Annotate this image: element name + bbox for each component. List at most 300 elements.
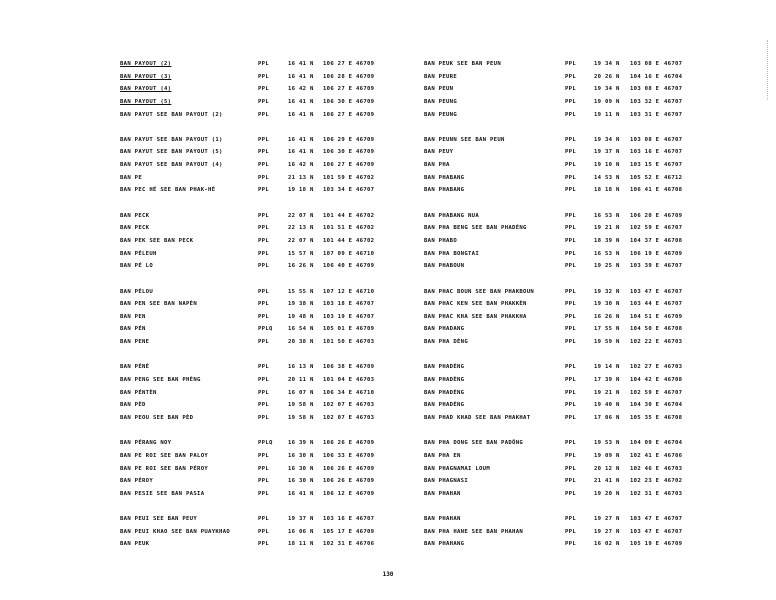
place-name: BAN PHA EN [424,452,461,459]
longitude: 106 27 E [323,86,353,93]
longitude: 106 26 E [323,465,353,472]
longitude: 103 16 E [630,149,660,156]
feature-type: PPL [258,61,270,67]
sheet-code: 46703 [356,402,375,409]
latitude: 19 30 N [594,301,620,308]
place-name: BAN PEOU SEE BAN PÈD [120,414,194,421]
longitude: 103 47 E [630,288,660,295]
longitude: 106 28 E [323,73,353,80]
longitude: 106 40 E [323,263,353,270]
place-name: BAN PHA DONG SEE BAN PADÔNG [424,440,524,447]
sheet-code: 46707 [664,98,683,105]
longitude: 106 34 E [323,389,353,396]
feature-type: PPL [565,402,577,409]
sheet-code: 46707 [664,301,683,308]
sheet-code: 46712 [664,174,683,181]
feature-type: PPL [258,98,270,105]
sheet-code: 46710 [356,250,375,257]
feature-type: PPL [565,149,577,156]
longitude: 101 04 E [323,377,353,384]
place-name: BAN PÉ LO [120,263,154,270]
sheet-code: 46707 [356,516,375,523]
feature-type: PPL [258,162,270,169]
latitude: 19 25 N [594,263,620,270]
longitude: 103 32 E [630,98,660,105]
latitude: 19 09 N [594,452,620,459]
sheet-code: 46707 [664,516,683,523]
longitude: 105 17 E [323,528,353,535]
sheet-code: 46708 [664,414,683,421]
latitude: 16 26 N [288,263,314,270]
sheet-code: 46708 [664,326,683,333]
latitude: 20 12 N [594,465,620,472]
place-name: BAN PEUK SEE BAN PEUN [424,61,502,67]
sheet-code: 46702 [356,212,375,219]
place-name: BAN PHADÈNG [424,402,465,409]
sheet-code: 46706 [664,452,683,459]
place-name: BAN PÉNÉ [120,364,150,371]
latitude: 19 18 N [288,187,314,194]
place-name: BAN PAYUT SEE BAN PAYOUT (2) [120,111,223,118]
feature-type: PPL [565,389,577,396]
place-name: BAN PECK [120,212,150,219]
place-name: BAN PE ROI SEE BAN PALOY [120,452,209,459]
longitude: 106 27 E [323,162,353,169]
place-name: BAN PEC HÉ SEE BAN PHAK-HÈ [120,187,216,194]
feature-type: PPL [565,136,577,143]
feature-type: PPL [565,478,577,485]
feature-type: PPL [565,73,577,80]
place-name: BAN PAYUT SEE BAN PAYOUT (4) [120,162,223,169]
latitude: 16 13 N [288,364,314,371]
feature-type: PPL [258,389,270,396]
latitude: 16 41 N [288,136,314,143]
longitude: 106 30 E [323,98,353,105]
longitude: 102 31 E [630,490,660,497]
latitude: 16 41 N [288,149,314,156]
place-name: BAN PHAC KEN SEE BAN PHAKKÈN [424,301,527,308]
sheet-code: 46702 [356,174,375,181]
place-name: BAN PEUNG [424,98,458,105]
longitude: 101 50 E [323,339,353,346]
place-name: BAN PÉLEUH [120,250,157,257]
place-name: BAN PEUK [120,541,150,548]
longitude: 104 50 E [630,326,660,333]
feature-type: PPL [258,301,270,308]
longitude: 103 44 E [630,301,660,308]
longitude: 103 39 E [630,263,660,270]
feature-type: PPL [565,111,577,118]
place-name: BAN PHABANG NUA [424,212,480,219]
sheet-code: 46707 [664,162,683,169]
feature-type: PPL [258,288,270,295]
sheet-code: 46708 [664,377,683,384]
sheet-code: 46704 [664,440,683,447]
sheet-code: 46703 [356,339,375,346]
feature-type: PPL [258,212,270,219]
latitude: 19 20 N [594,490,620,497]
feature-type: PPL [565,212,577,219]
place-name: BAN PHAHANG [424,541,465,548]
latitude: 19 32 N [594,288,620,295]
sheet-code: 46709 [356,452,375,459]
sheet-code: 46707 [664,86,683,93]
longitude: 106 20 E [630,212,660,219]
longitude: 104 51 E [630,313,660,320]
sheet-code: 46709 [356,162,375,169]
feature-type: PPL [565,377,577,384]
place-name: BAN PE ROI SEE BAN PÉROY [120,465,209,472]
sheet-code: 46707 [664,528,683,535]
sheet-code: 46702 [356,225,375,232]
feature-type: PPL [258,111,270,118]
place-name: BAN PEUI SEE BAN PEUY [120,516,198,523]
latitude: 16 42 N [288,86,314,93]
latitude: 19 27 N [594,516,620,523]
place-name: BAN PHABANG [424,174,465,181]
sheet-code: 46709 [356,364,375,371]
feature-type: PPL [258,136,270,143]
feature-type: PPL [258,414,270,421]
feature-type: PPL [258,465,270,472]
sheet-code: 46707 [664,111,683,118]
feature-type: PPL [565,528,577,535]
place-name: BAN PÉLOU [120,288,154,295]
latitude: 18 11 N [288,541,314,548]
place-name: BAN PAYOUT (4) [120,86,172,93]
latitude: 15 57 N [288,250,314,257]
place-name: BAN PAYUT SEE BAN PAYOUT (1) [120,136,223,143]
feature-type: PPL [258,313,270,320]
latitude: 21 41 N [594,478,620,485]
longitude: 103 18 E [323,301,353,308]
sheet-code: 46709 [356,465,375,472]
latitude: 19 11 N [594,111,620,118]
page-number: 130 [382,571,394,578]
place-name: BAN PESIE SEE BAN PASIA [120,490,205,497]
longitude: 103 08 E [630,86,660,93]
longitude: 104 09 E [630,440,660,447]
sheet-code: 46709 [664,313,683,320]
place-name: BAN PÉRANG NOY [120,440,172,447]
place-name: BAN PHAHAN [424,516,461,523]
sheet-code: 46709 [664,250,683,257]
longitude: 102 22 E [630,339,660,346]
latitude: 16 54 N [288,326,314,333]
place-name: BAN PÉNTÈN [120,389,157,396]
sheet-code: 46709 [356,73,375,80]
longitude: 105 19 E [630,541,660,548]
latitude: 16 39 N [288,440,314,447]
longitude: 102 59 E [630,389,660,396]
feature-type: PPL [258,250,270,257]
latitude: 16 41 N [288,98,314,105]
feature-type: PPL [565,263,577,270]
place-name: BAN PHADÈNG [424,364,465,371]
longitude: 103 47 E [630,516,660,523]
longitude: 103 34 E [323,187,353,194]
longitude: 101 44 E [323,237,353,244]
longitude: 103 08 E [630,136,660,143]
place-name: BAN PHA BONGTAI [424,250,480,257]
longitude: 103 47 E [630,528,660,535]
sheet-code: 46710 [356,288,375,295]
latitude: 19 34 N [594,86,620,93]
sheet-code: 46703 [664,465,683,472]
feature-type: PPL [565,452,577,459]
feature-type: PPL [565,414,577,421]
latitude: 20 38 N [288,339,314,346]
feature-type: PPL [258,86,270,93]
place-name: BAN PENG SEE BAN PHÈNG [120,377,201,384]
longitude: 102 46 E [630,465,660,472]
feature-type: PPL [565,187,577,194]
place-name: BAN PEN [120,313,146,320]
place-name: BAN PECK [120,225,150,232]
feature-type: PPL [565,465,577,472]
place-name: BAN PHAD KHAD SEE BAN PHAKHAT [424,414,531,421]
place-name: BAN PHADÈNG [424,389,465,396]
sheet-code: 46709 [356,86,375,93]
latitude: 16 41 N [288,73,314,80]
place-name: BAN PEUNN SEE BAN PEUN [424,136,505,143]
longitude: 105 35 E [630,414,660,421]
longitude: 103 15 E [630,162,660,169]
longitude: 106 30 E [323,149,353,156]
sheet-code: 46707 [664,225,683,232]
latitude: 17 39 N [594,377,620,384]
scan-edge-marks [765,40,768,100]
feature-type: PPL [565,162,577,169]
place-name: BAN PHADÈNG [424,377,465,384]
feature-type: PPL [258,149,270,156]
place-name: BAN PHABANG [424,187,465,194]
latitude: 19 27 N [594,528,620,535]
latitude: 22 07 N [288,212,314,219]
sheet-code: 46703 [664,339,683,346]
longitude: 102 23 E [630,478,660,485]
sheet-code: 46703 [664,364,683,371]
longitude: 107 09 E [323,250,353,257]
feature-type: PPL [565,326,577,333]
latitude: 19 58 N [288,402,314,409]
longitude: 103 31 E [630,111,660,118]
place-name: BAN PHA HANE SEE BAN PHAHAN [424,528,524,535]
longitude: 104 16 E [630,73,660,80]
latitude: 16 53 N [594,250,620,257]
longitude: 106 26 E [323,478,353,485]
feature-type: PPL [258,528,270,535]
feature-type: PPL [258,237,270,244]
feature-type: PPL [565,98,577,105]
latitude: 19 34 N [594,136,620,143]
feature-type: PPL [258,364,270,371]
latitude: 20 11 N [288,377,314,384]
longitude: 102 41 E [630,452,660,459]
feature-type: PPL [565,440,577,447]
latitude: 16 02 N [594,541,620,548]
place-name: BAN PAYOUT (5) [120,98,172,105]
longitude: 103 19 E [323,313,353,320]
latitude: 19 58 N [288,414,314,421]
latitude: 16 41 N [288,111,314,118]
place-name: BAN PHA [424,162,450,169]
sheet-code: 46703 [356,377,375,384]
feature-type: PPL [565,225,577,232]
latitude: 19 59 N [594,339,620,346]
latitude: 19 34 N [594,61,620,67]
longitude: 101 51 E [323,225,353,232]
latitude: 16 26 N [594,313,620,320]
sheet-code: 46709 [664,541,683,548]
sheet-code: 46707 [356,301,375,308]
sheet-code: 46706 [356,541,375,548]
sheet-code: 46709 [356,136,375,143]
sheet-code: 46707 [664,263,683,270]
sheet-code: 46709 [356,528,375,535]
latitude: 16 53 N [594,212,620,219]
feature-type: PPL [258,377,270,384]
place-name: BAN PEUNG [424,111,458,118]
place-name: BAN PEUY [424,149,454,156]
place-name: BAN PHADANG [424,326,465,333]
longitude: 106 33 E [323,452,353,459]
sheet-code: 46709 [356,478,375,485]
longitude: 104 30 E [630,402,660,409]
feature-type: PPL [258,339,270,346]
sheet-code: 46708 [664,187,683,194]
latitude: 16 30 N [288,478,314,485]
sheet-code: 46709 [356,490,375,497]
sheet-code: 46709 [356,263,375,270]
place-name: BAN PAYOUT (2) [120,61,172,67]
sheet-code: 46707 [664,288,683,295]
sheet-code: 46703 [356,414,375,421]
longitude: 106 29 E [323,136,353,143]
longitude: 106 12 E [323,490,353,497]
latitude: 19 38 N [288,301,314,308]
place-name: BAN PEK SEE BAN PECK [120,237,194,244]
sheet-code: 46709 [664,212,683,219]
feature-type: PPL [258,263,270,270]
latitude: 15 55 N [288,288,314,295]
sheet-code: 46707 [356,313,375,320]
sheet-code: 46707 [664,149,683,156]
latitude: 22 13 N [288,225,314,232]
place-name: BAN PÈD [120,402,146,409]
place-name: BAN PÉROY [120,478,154,485]
longitude: 106 38 E [323,364,353,371]
feature-type: PPL [565,174,577,181]
latitude: 16 07 N [288,389,314,396]
latitude: 19 10 N [594,162,620,169]
latitude: 19 21 N [594,389,620,396]
place-name: BAN PHAC KHA SEE BAN PHAKKHA [424,313,527,320]
feature-type: PPL [258,516,270,523]
sheet-code: 46710 [356,389,375,396]
feature-type: PPL [258,73,270,80]
feature-type: PPL [258,541,270,548]
longitude: 105 01 E [323,326,353,333]
latitude: 19 37 N [594,149,620,156]
place-name: BAN PHAC BOUN SEE BAN PHAKBOUN [424,288,535,295]
sheet-code: 46709 [356,61,375,67]
feature-type: PPL [258,225,270,232]
feature-type: PPL [565,516,577,523]
place-name: BAN PHA DÈNG [424,339,469,346]
sheet-code: 46709 [356,111,375,118]
longitude: 107 12 E [323,288,353,295]
feature-type: PPL [565,250,577,257]
longitude: 105 52 E [630,174,660,181]
feature-type: PPL [258,187,270,194]
feature-type: PPLQ [258,440,273,447]
longitude: 102 07 E [323,402,353,409]
sheet-code: 46709 [356,440,375,447]
feature-type: PPL [565,288,577,295]
latitude: 16 30 N [288,465,314,472]
feature-type: PPL [258,452,270,459]
latitude: 16 41 N [288,61,314,67]
place-name: BAN PEURE [424,73,458,80]
longitude: 104 42 E [630,377,660,384]
sheet-code: 46707 [664,389,683,396]
latitude: 14 53 N [594,174,620,181]
sheet-code: 46709 [356,98,375,105]
longitude: 104 37 E [630,237,660,244]
feature-type: PPL [565,339,577,346]
latitude: 17 06 N [594,414,620,421]
sheet-code: 46708 [664,237,683,244]
longitude: 106 27 E [323,111,353,118]
sheet-code: 46707 [664,136,683,143]
longitude: 106 19 E [630,250,660,257]
latitude: 16 30 N [288,452,314,459]
latitude: 18 39 N [594,237,620,244]
place-name: BAN PHAGNASI [424,478,469,485]
feature-type: PPL [565,237,577,244]
latitude: 16 06 N [288,528,314,535]
feature-type: PPL [565,490,577,497]
longitude: 103 08 E [630,61,660,67]
sheet-code: 46702 [664,478,683,485]
place-name: BAN PHABO [424,237,458,244]
place-name: BAN PHABOUN [424,263,465,270]
feature-type: PPL [565,313,577,320]
feature-type: PPL [258,402,270,409]
latitude: 16 41 N [288,490,314,497]
latitude: 17 55 N [594,326,620,333]
place-name: BAN PÉN [120,326,146,333]
feature-type: PPL [258,174,270,181]
place-name: BAN PAYOUT (3) [120,73,172,80]
longitude: 101 44 E [323,212,353,219]
sheet-code: 46704 [664,73,683,80]
latitude: 19 21 N [594,225,620,232]
sheet-code: 46704 [664,402,683,409]
feature-type: PPL [258,490,270,497]
place-name: BAN PHA BENG SEE BAN PHADÈNG [424,225,527,232]
sheet-code: 46702 [356,237,375,244]
feature-type: PPLQ [258,326,273,333]
sheet-code: 46707 [356,187,375,194]
sheet-code: 46709 [356,149,375,156]
feature-type: PPL [565,301,577,308]
longitude: 103 16 E [323,516,353,523]
place-name: BAN PHAGNAMAI LOUM [424,465,491,472]
place-name: BAN PEUI KHAO SEE BAN PUAYKHAO [120,528,231,535]
sheet-code: 46707 [664,61,683,67]
